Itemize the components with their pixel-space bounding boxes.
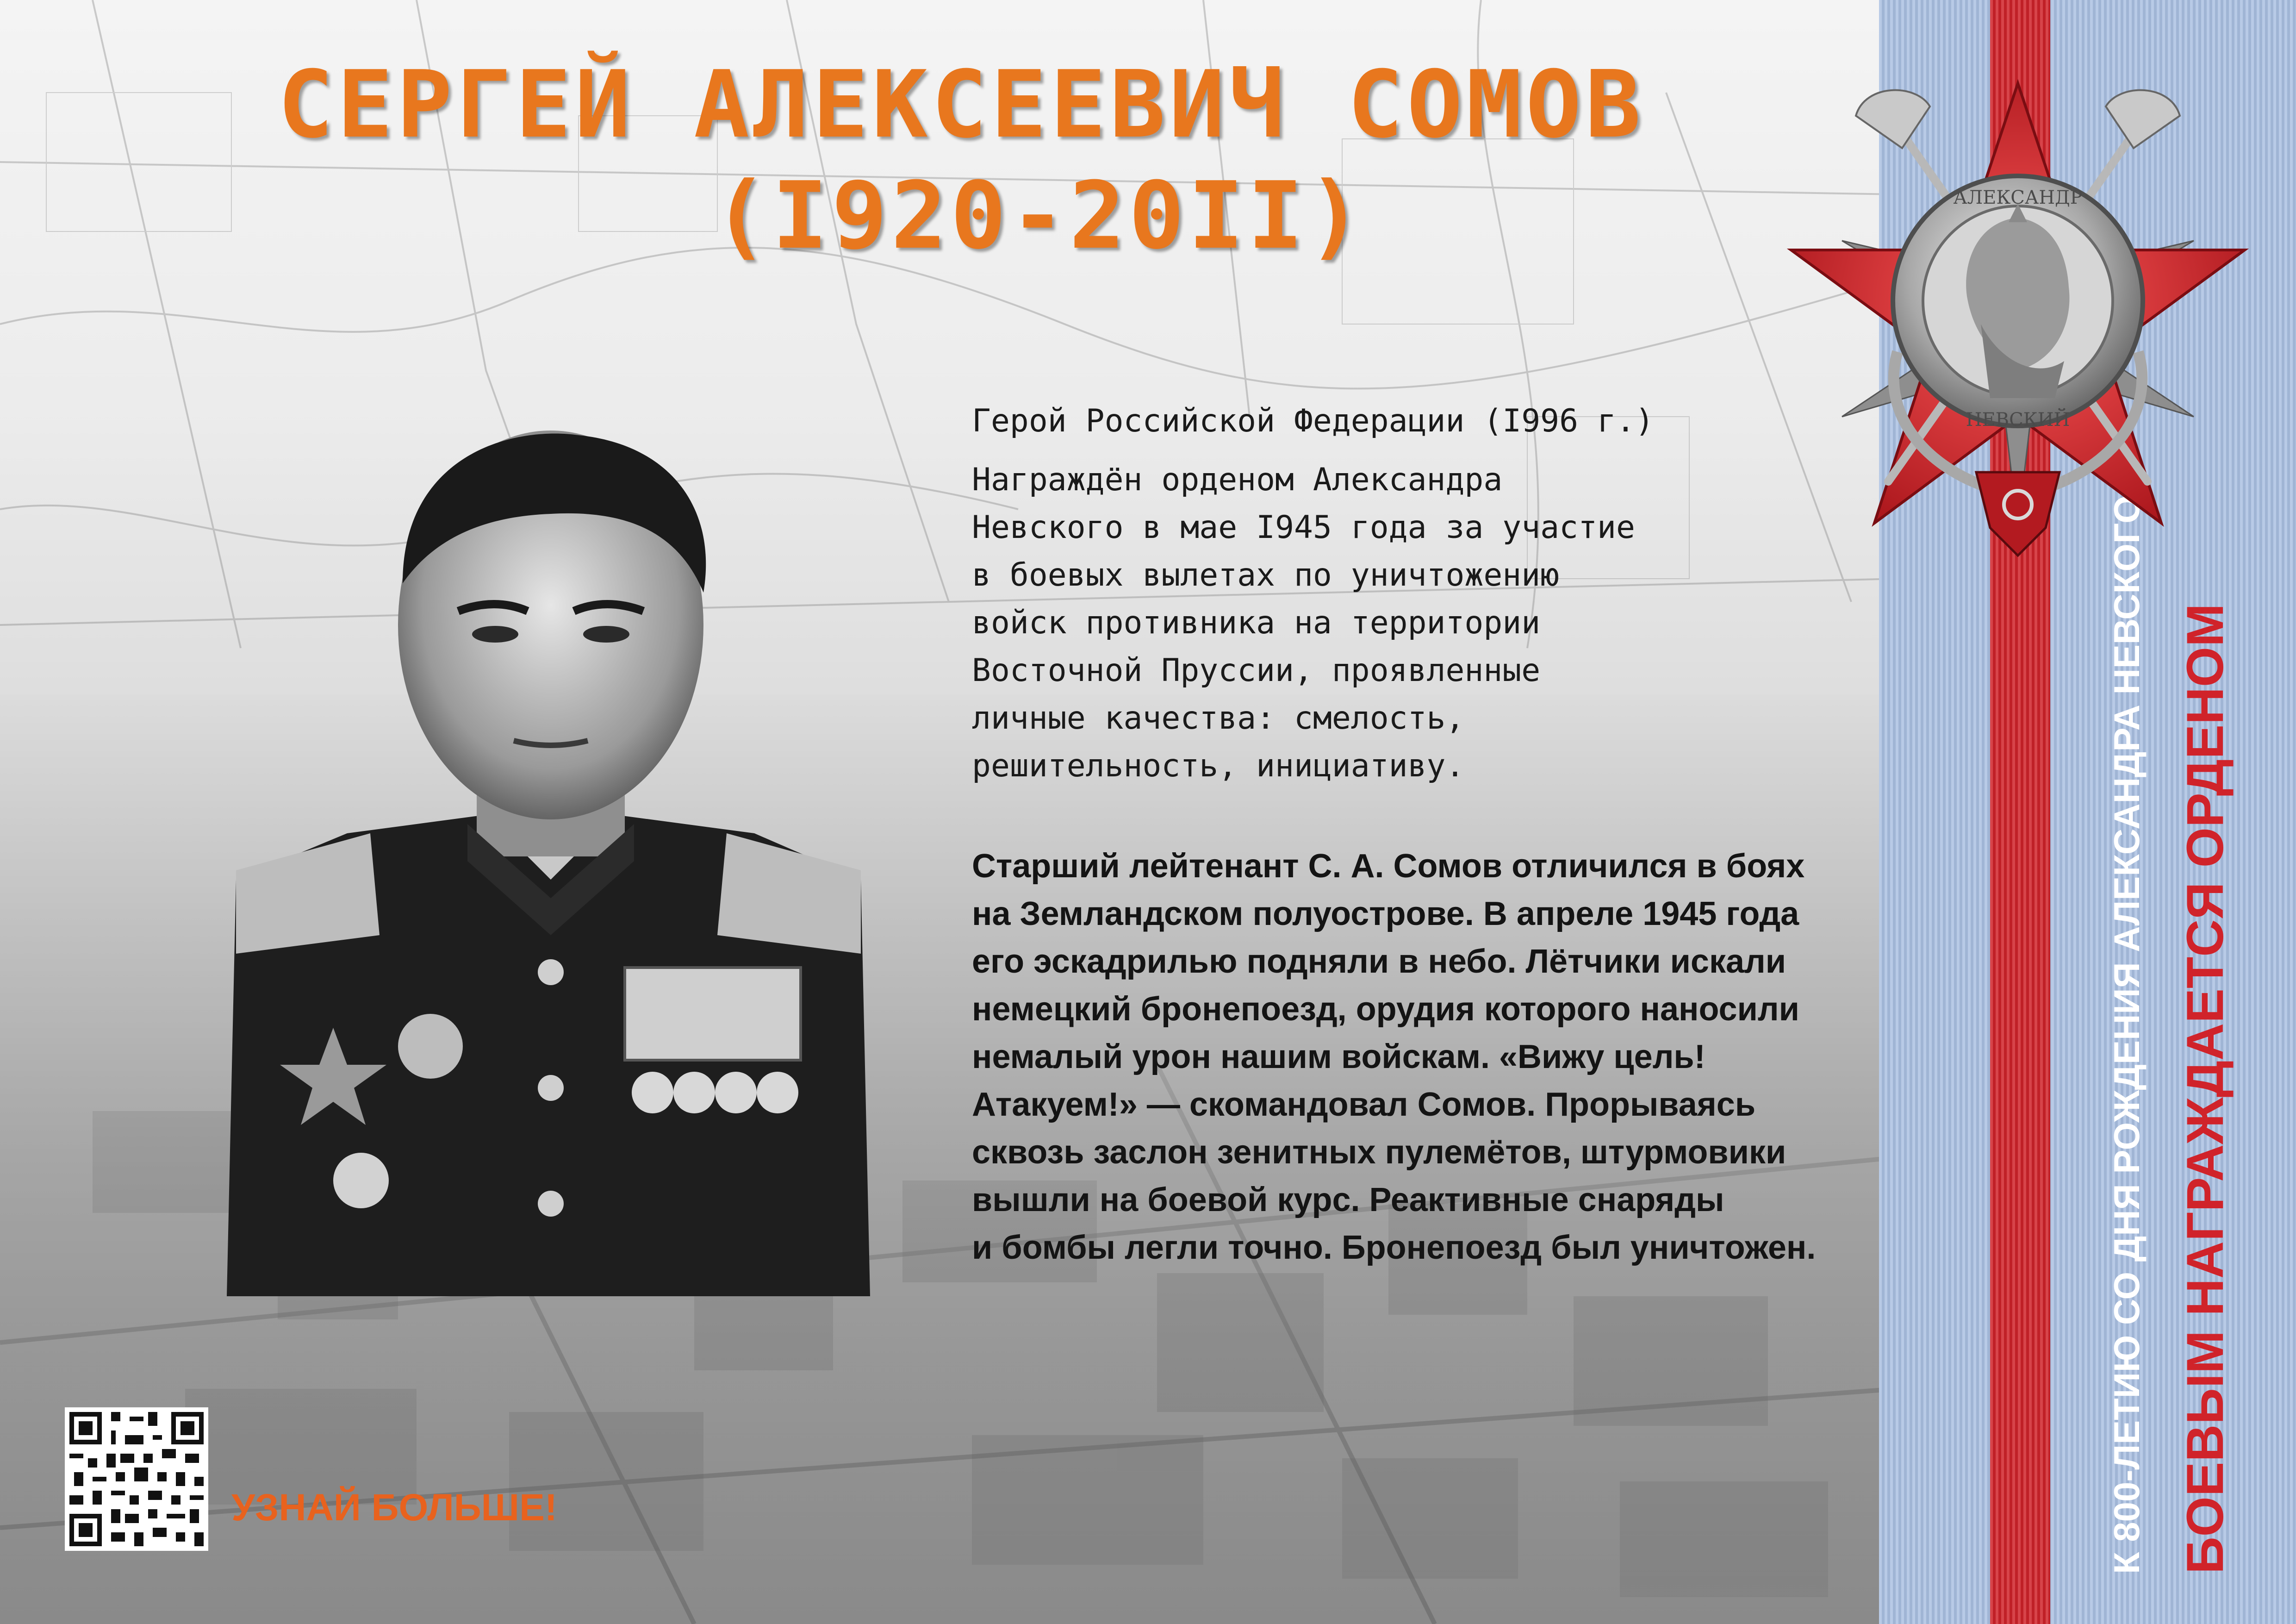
medal-inscription-left: АЛЕКСАНДР [1953, 187, 2083, 208]
medal-ribbons [625, 968, 801, 1113]
award-line: решительность, инициативу. [972, 748, 1465, 784]
hero-title-line: Герой Российской Федерации (I996 г.) [972, 403, 1654, 439]
story-line: Старший лейтенант С. А. Сомов отличился в боях [972, 848, 1805, 885]
order-of-alexander-nevsky-icon [1777, 65, 2259, 597]
ribbon-title: БОЕВЫМ НАГРАЖДАЕТСЯ ОРДЕНОМ [2176, 603, 2234, 1574]
story-line: Атакуем!» — скомандовал Сомов. Прорываясь [972, 1086, 1756, 1123]
award-line: войск противника на территории [972, 605, 1541, 641]
award-description [972, 456, 1805, 790]
award-line: личные качества: смелость, [972, 700, 1465, 737]
life-years: (I920-20II) [713, 162, 1367, 270]
battle-story [972, 843, 1851, 1272]
ribbon-subtitle: К 800-ЛЕТИЮ СО ДНЯ РОЖДЕНИЯ АЛЕКСАНДРА НЕВСКОГО [2106, 495, 2147, 1574]
story-line: на Земландском полуострове. В апреле 1945 года [972, 895, 1799, 932]
award-line: Награждён орденом Александра [972, 462, 1503, 498]
story-line: немалый урон нашим войскам. «Вижу цель! [972, 1038, 1705, 1075]
story-line: немецкий бронепоезд, орудия которого наносили [972, 991, 1799, 1028]
learn-more-link[interactable]: УЗНАЙ БОЛЬШЕ! [231, 1487, 558, 1529]
story-line: сквозь заслон зенитных пулемётов, штурмовики [972, 1134, 1786, 1171]
medal-inscription-right: НЕВСКИЙ [1966, 409, 2070, 431]
qr-code[interactable] [65, 1407, 208, 1551]
award-line: Невского в мае I945 года за участие [972, 509, 1635, 546]
person-name-title: СЕРГЕЙ АЛЕКСЕЕВИЧ СОМОВ [278, 51, 1645, 159]
story-line: и бомбы легли точно. Бронепоезд был уничтожен. [972, 1229, 1816, 1266]
award-line: в боевых вылетах по уничтожению [972, 557, 1560, 593]
award-line: Восточной Пруссии, проявленные [972, 652, 1541, 689]
portrait-photo [227, 417, 870, 1296]
story-line: вышли на боевой курс. Реактивные снаряды [972, 1181, 1724, 1218]
story-line: его эскадрилью подняли в небо. Лётчики искали [972, 943, 1786, 980]
